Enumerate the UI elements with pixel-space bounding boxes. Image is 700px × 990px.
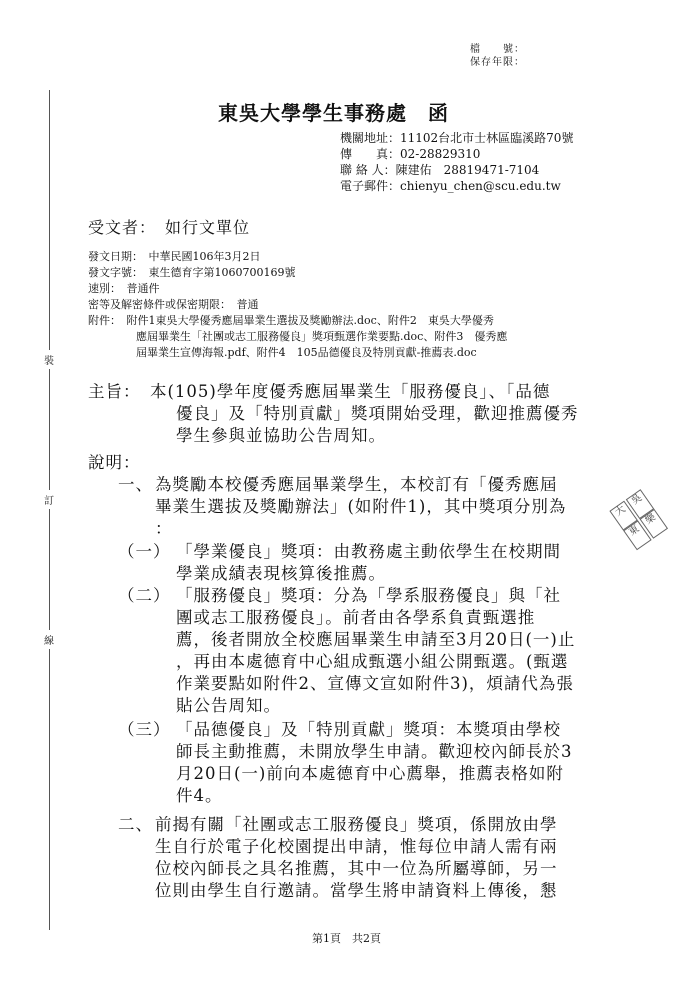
- attachment-line: 應屆畢業生「社團或志工服務優良」獎項甄選作業要點.doc、附件3 優秀應: [136, 330, 508, 343]
- sub3-line: 件4。: [176, 786, 223, 805]
- sub1-text: [176, 541, 561, 585]
- sub1-number: （一）: [118, 542, 171, 561]
- item1-text: [155, 474, 566, 540]
- meta-date: 發文日期： 中華民國106年3月2日: [88, 250, 261, 263]
- meta-block: [88, 249, 295, 313]
- binding-label-bottom: 線: [44, 630, 54, 649]
- item2-line: 前揭有關「社團或志工服務優良」獎項，係開放由學: [155, 815, 558, 834]
- document-title: 東吳大學學生事務處 函: [218, 101, 449, 125]
- sub2-line: 「服務優良」獎項：分為「學系服務優良」與「社: [176, 586, 561, 605]
- meta-speed: 速別： 普通件: [88, 282, 160, 295]
- sub3-text: [176, 719, 573, 807]
- item1-line: 為獎勵本校優秀應屆畢業學生，本校訂有「優秀應屆: [155, 475, 558, 494]
- sub3-line: 月20日(一)前向本處德育中心薦舉，推薦表格如附: [176, 764, 564, 783]
- sub1-line: 「學業優良」獎項：由教務處主動依學生在校期間: [176, 542, 561, 561]
- sub1-line: 學業成績表現核算後推薦。: [176, 564, 386, 583]
- archive-retention: 保存年限：: [470, 57, 525, 68]
- sub2-line: ，再由本處德育中心組成甄選小組公開甄選。(甄選: [176, 652, 569, 671]
- item2-line: 位則由學生自行邀請。當學生將申請資料上傳後，懇: [155, 881, 558, 900]
- meta-doc-no: 發文字號： 東生德育字第1060700169號: [88, 266, 296, 279]
- item2-number: 二、: [118, 815, 153, 834]
- sub2-text: [176, 585, 575, 717]
- seal-char: 吳: [626, 489, 655, 519]
- item1-line: ：: [155, 519, 173, 538]
- contact-email: 電子郵件：chienyu_chen@scu.edu.tw: [340, 179, 561, 193]
- sub3-line: 師長主動推薦，未開放學生申請。歡迎校內師長於3: [176, 742, 573, 761]
- sub3-line: 「品德優良」及「特別貢獻」獎項：本獎項由學校: [176, 720, 561, 739]
- contact-address: 機關地址：11102台北市士林區臨溪路70號: [340, 131, 574, 145]
- item1-line: 畢業生選拔及獎勵辦法」(如附件1)，其中獎項分別為: [155, 497, 567, 516]
- item2-line: 位校內師長之具名推薦，其中一位為所屬導師，另一: [155, 859, 558, 878]
- item2-line: 生自行於電子化校園提出申請，惟每位申請人需有兩: [155, 837, 558, 856]
- sub2-number: （二）: [118, 586, 171, 605]
- item2-text: [155, 814, 558, 902]
- binding-label-top: 裝: [44, 350, 54, 369]
- meta-attachments: [88, 313, 507, 361]
- attachment-line: 屆畢業生宣傳海報.pdf、附件4 105品德優良及特別貢獻-推薦表.doc: [136, 346, 477, 359]
- sub2-line: 薦，後者開放全校應屆畢業生申請至3月20日(一)止: [176, 630, 576, 649]
- contact-fax: 傳 真：02-28829310: [340, 147, 481, 161]
- subject-line: 本(105)學年度優秀應屆畢業生「服務優良」、「品德: [150, 382, 551, 401]
- binding-label-middle: 訂: [44, 490, 54, 509]
- recipient: 受文者： 如行文單位: [88, 218, 251, 237]
- archive-file-no: 檔 號：: [470, 44, 525, 55]
- seal-char: 樂: [640, 509, 669, 539]
- seal-stamp: [608, 488, 675, 558]
- sub3-number: （三）: [118, 720, 171, 739]
- item1-number: 一、: [118, 475, 153, 494]
- attachment-line: 附件： 附件1東吳大學優秀應屆畢業生選拔及獎勵辦法.doc、附件2 東吳大學優秀: [88, 314, 494, 327]
- explain-label: 說明：: [88, 453, 141, 472]
- subject-line: 優良」及「特別貢獻」獎項開始受理，歡迎推薦優秀: [176, 404, 579, 423]
- sub2-line: 團或志工服務優良」。前者由各學系負責甄選推: [176, 608, 536, 627]
- contact-person: 聯 絡 人：陳建佑 28819471-7104: [340, 163, 540, 177]
- subject-text: [150, 381, 579, 447]
- sub2-line: 貼公告周知。: [176, 696, 281, 715]
- sub2-line: 作業要點如附件2、宣傳文宣如附件3)，煩請代為張: [176, 674, 574, 693]
- subject-line: 學生參與並協助公告周知。: [176, 426, 386, 445]
- seal-char: 大: [609, 501, 638, 531]
- binding-line: [49, 90, 50, 930]
- seal-char: 東: [623, 520, 652, 550]
- contact-block: [340, 130, 573, 194]
- meta-secrecy: 密等及解密條件或保密期限： 普通: [88, 298, 259, 311]
- page-number: 第1頁 共2頁: [312, 932, 381, 945]
- subject-label: 主旨：: [88, 382, 141, 401]
